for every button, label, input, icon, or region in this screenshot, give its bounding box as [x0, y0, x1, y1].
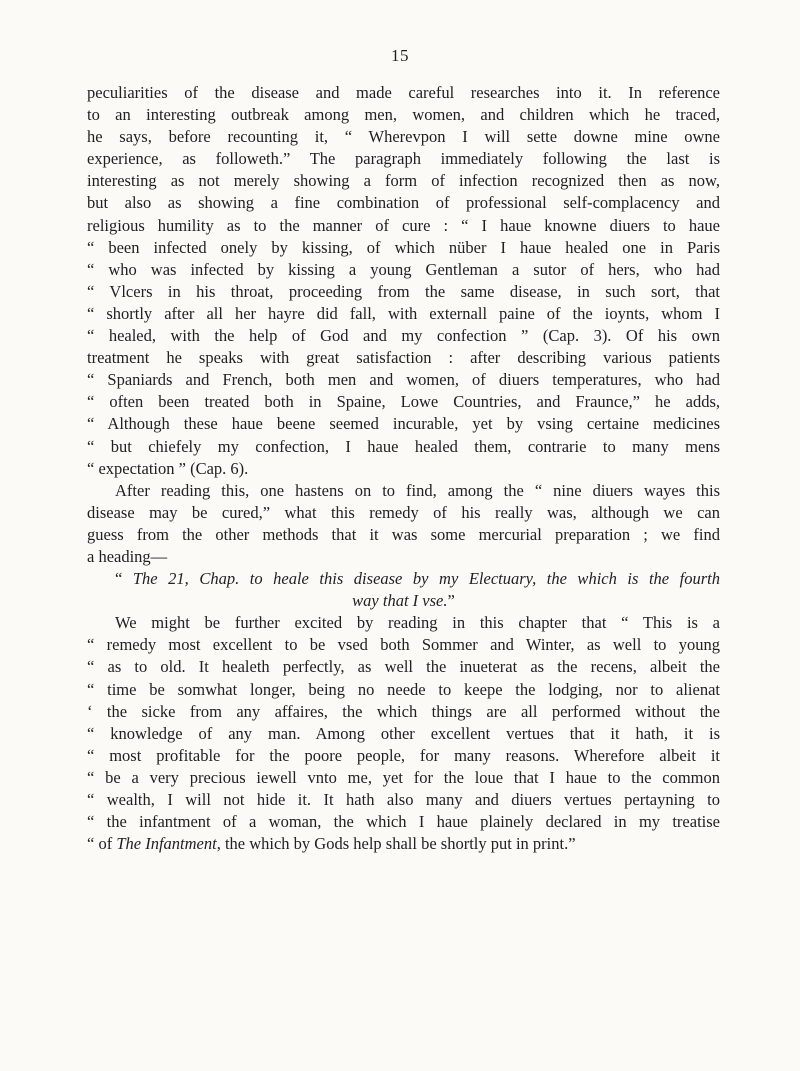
text-line: he says, before recounting it, “ Wherevpon I will sette downe mine owne — [87, 127, 720, 147]
text-line: to an interesting outbreak among men, women, and children which he traced, — [87, 105, 720, 125]
quote-mark: “ — [115, 569, 133, 589]
text-line: “ most profitable for the poore people, for many reasons. Wherefore albeit it — [87, 745, 720, 765]
text-line: “ wealth, I will not hide it. It hath also many and diuers vertues pertayning to — [87, 790, 720, 809]
chapter-heading-line-2: way that I vse. — [352, 591, 448, 611]
text-line: “ remedy most excellent to be vsed both Sommer and Winter, as well to young — [87, 635, 720, 655]
quote-mark: ” — [447, 591, 455, 611]
final-line-suffix: , the which by Gods help shall be shortly put in print.” — [216, 834, 576, 854]
text-line: “ the infantment of a woman, the which I haue plainely declared in my treatise — [87, 812, 720, 832]
text-line: “ Vlcers in his throat, proceeding from the same disease, in such sort, that — [87, 281, 720, 301]
text-line: “ be a very precious iewell vnto me, yet for the loue that I haue to the common — [87, 767, 720, 787]
text-line: but also as showing a fine combination of professional self-complacency and — [87, 193, 720, 213]
text-line: “ time be somwhat longer, being no neede to keepe the lodging, nor to alienat — [87, 679, 720, 699]
text-line: “ been infected onely by kissing, of which nüber I haue healed one in Paris — [87, 237, 720, 257]
text-line: religious humility as to the manner of cure : “ I haue knowne diuers to haue — [87, 215, 720, 235]
chapter-heading-line-1: The 21, Chap. to heale this disease by my Electuary, the which is the fourth — [132, 569, 720, 589]
text-line: ‘ the sicke from any affaires, the which things are all performed without the — [87, 701, 720, 721]
text-line: We might be further excited by reading in this chapter that “ This is a — [115, 613, 720, 633]
final-text-line — [87, 833, 720, 855]
body-text — [87, 82, 720, 855]
text-line: “ expectation ” (Cap. 6). — [87, 458, 249, 478]
page-number: 15 — [391, 46, 409, 65]
final-line-prefix: “ of — [87, 834, 117, 854]
text-line: “ often been treated both in Spaine, Lowe Countries, and Fraunce,” he adds, — [87, 392, 720, 412]
text-line: “ who was infected by kissing a young Gentleman a sutor of hers, who had — [87, 259, 720, 279]
text-line: “ Although these haue beene seemed incurable, yet by vsing certaine medicines — [87, 414, 720, 434]
text-line: “ but chiefely my confection, I haue healed them, contrarie to many mens — [87, 436, 720, 456]
text-line: interesting as not merely showing a form of infection recognized then as now, — [87, 171, 720, 191]
text-line: “ Spaniards and French, both men and women, of diuers temperatures, who had — [87, 370, 720, 390]
text-line: a heading— — [87, 546, 168, 566]
treatise-title: The Infantment — [116, 834, 217, 854]
text-line: “ knowledge of any man. Among other excellent vertues that it hath, it is — [87, 723, 720, 743]
text-line: After reading this, one hastens on to find, among the “ nine diuers wayes this — [115, 480, 720, 500]
chapter-heading-quote — [87, 568, 720, 590]
text-line: “ shortly after all her hayre did fall, with externall paine of the ioynts, whom I — [87, 303, 720, 323]
text-line: guess from the other methods that it was some mercurial preparation ; we find — [87, 524, 720, 544]
text-line: treatment he speaks with great satisfaction : after describing various patients — [87, 348, 720, 368]
text-line: peculiarities of the disease and made careful researches into it. In reference — [87, 83, 720, 102]
chapter-heading-quote-end — [87, 590, 720, 612]
text-line: “ as to old. It healeth perfectly, as well the inueterat as the recens, albeit the — [87, 657, 720, 677]
text-line: experience, as followeth.” The paragraph immediately following the last is — [87, 149, 720, 169]
text-line: disease may be cured,” what this remedy of his really was, although we can — [87, 502, 720, 522]
text-line: “ healed, with the help of God and my confection ” (Cap. 3). Of his own — [87, 326, 720, 346]
